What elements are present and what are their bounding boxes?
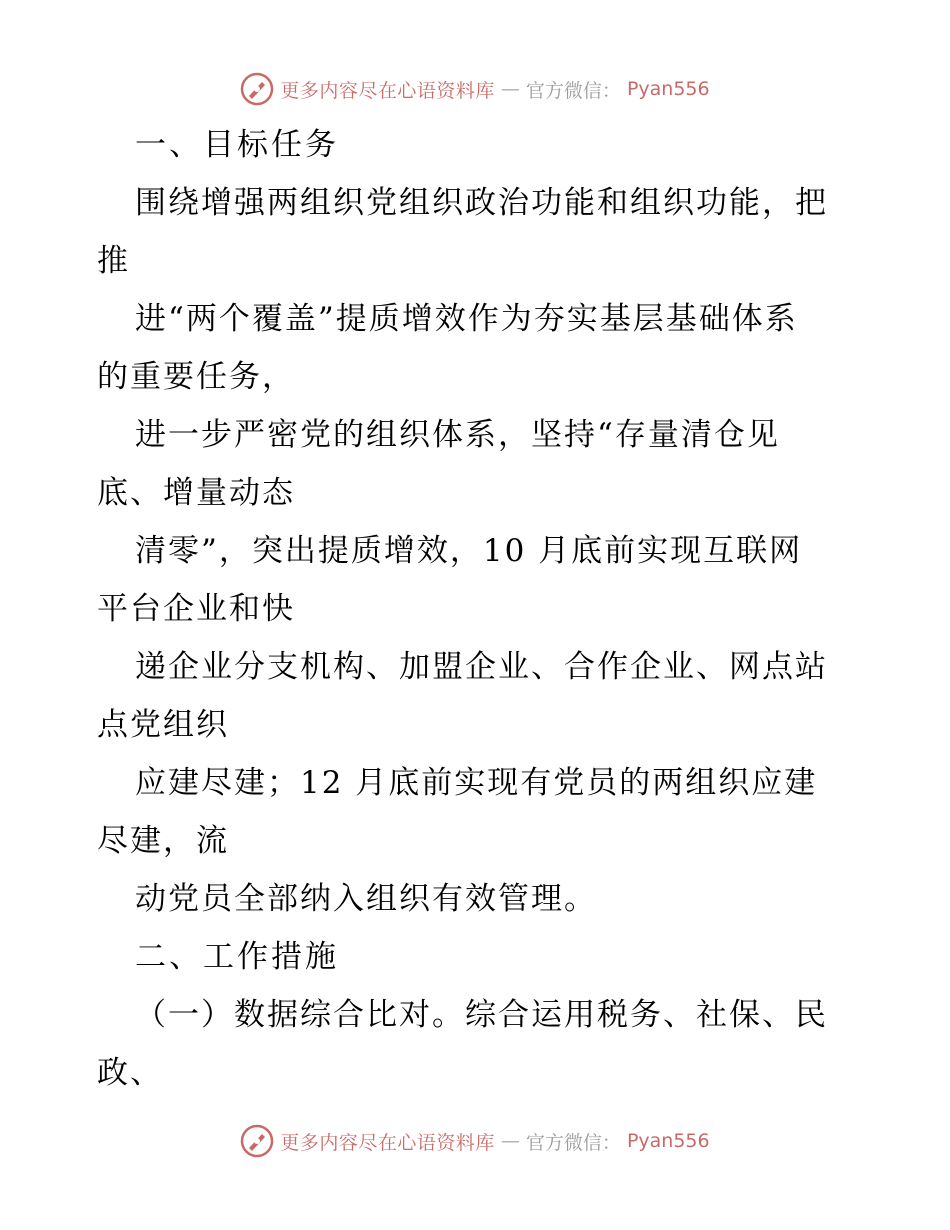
section-heading-1: 一、目标任务 xyxy=(135,127,339,163)
watermark-text: 更多内容尽在心语资料库 xyxy=(280,1131,495,1154)
paragraph-line: 点党组织 xyxy=(97,707,229,743)
paragraph-line: 递企业分支机构、加盟企业、合作企业、网点站 xyxy=(135,649,828,685)
header-watermark xyxy=(0,72,950,106)
paragraph-line: 推 xyxy=(97,243,130,279)
paragraph-line: 政、 xyxy=(97,1055,163,1091)
watermark-separator: — xyxy=(500,78,520,100)
watermark-text: 更多内容尽在心语资料库 xyxy=(280,79,495,102)
paragraph-line: （一）数据综合比对。综合运用税务、社保、民 xyxy=(135,997,828,1033)
watermark-official-label: 官方微信： xyxy=(525,79,621,102)
watermark-handle: Pyan556 xyxy=(626,78,710,100)
paragraph-line: 围绕增强两组织党组织政治功能和组织功能，把 xyxy=(135,185,828,221)
watermark-handle: Pyan556 xyxy=(626,1130,710,1152)
watermark-separator: — xyxy=(500,1130,520,1152)
paragraph-line: 进“两个覆盖”提质增效作为夯实基层基础体系 xyxy=(135,301,798,337)
document-body xyxy=(97,116,857,1102)
section-heading-2: 二、工作措施 xyxy=(135,939,339,975)
paragraph-line: 进一步严密党的组织体系，坚持“存量清仓见 xyxy=(135,417,780,453)
footer-watermark xyxy=(0,1124,950,1158)
pen-logo-icon xyxy=(240,72,274,106)
watermark-official-label: 官方微信： xyxy=(525,1131,621,1154)
paragraph-line: 的重要任务， xyxy=(97,359,295,395)
pen-logo-icon xyxy=(240,1124,274,1158)
paragraph-line: 平台企业和快 xyxy=(97,591,295,627)
paragraph-line: 清零”，突出提质增效，10 月底前实现互联网 xyxy=(135,533,803,569)
paragraph-line: 应建尽建；12 月底前实现有党员的两组织应建 xyxy=(135,765,818,801)
paragraph-line: 底、增量动态 xyxy=(97,475,295,511)
paragraph-line: 尽建，流 xyxy=(97,823,229,859)
paragraph-line: 动党员全部纳入组织有效管理。 xyxy=(135,881,597,917)
